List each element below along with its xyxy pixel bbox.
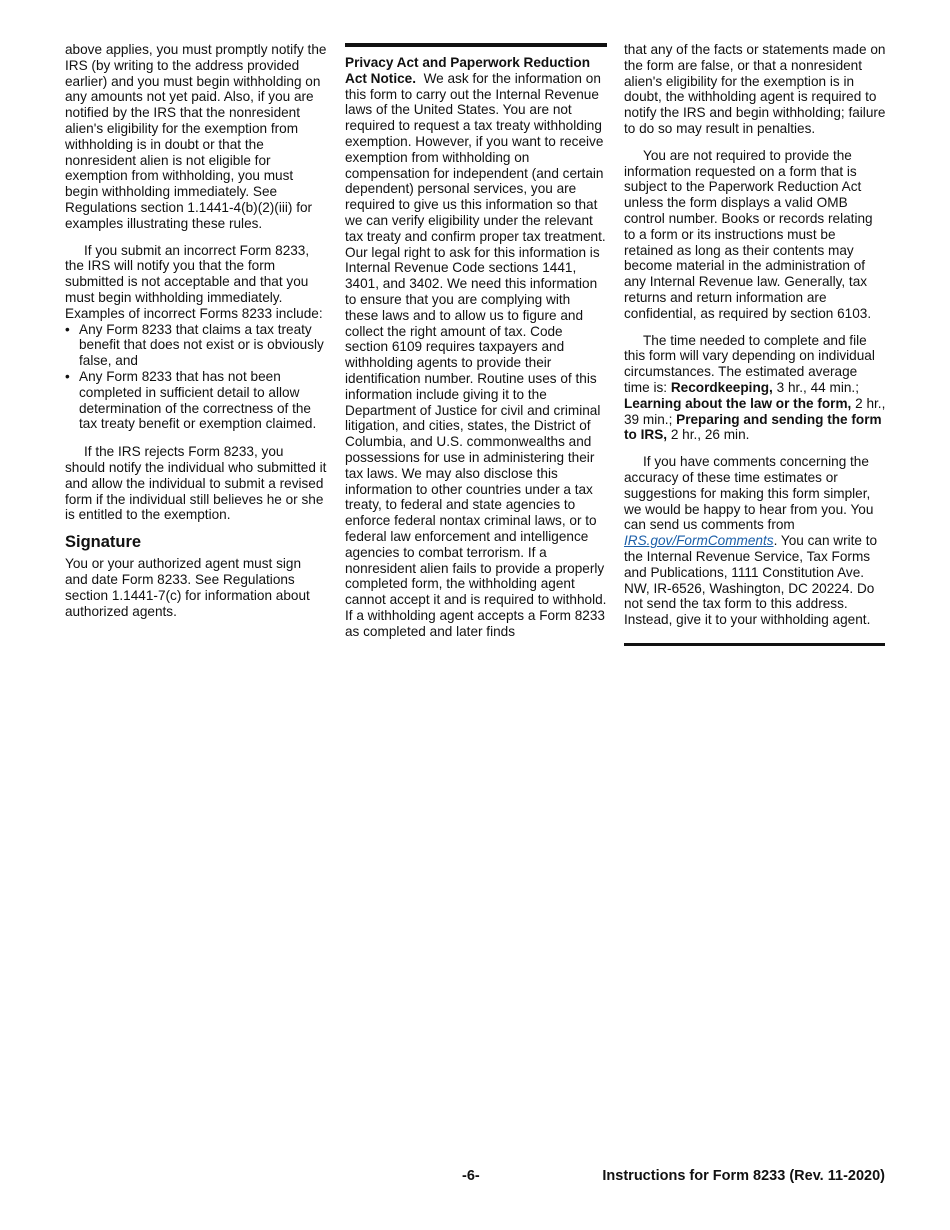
paragraph-withholding-notice: above applies, you must promptly notify the IRS (by writing to the address provided earlier) and you must begin withholding on any amounts not yet paid. Also, if you are notified by the IRS that the nonresident alien's eligibility for the exemption from withholding is in doubt or that the nonresident alien is not eligible for exemption from withholding, you must begin withholding immediately. See Regulations section 1.1441-4(b)(2)(iii) for examples illustrating these rules. — [65, 42, 327, 231]
list-item — [65, 322, 327, 369]
bullet-icon: • — [65, 321, 70, 337]
paragraph-privacy-act — [345, 55, 607, 639]
paragraph-time-estimates: The time needed to complete and file this form will vary depending on individual circumstances. The estimated average time is: Recordkeeping, 3 hr., 44 min.; Learning about the law or the form, 2 hr., 39 min.; Preparing and sending the form to IRS, 2 hr., 26 min. — [624, 332, 886, 443]
paragraph-comments: If you have comments concerning the accuracy of these time estimates or suggestions for making this form simpler, we would be happy to hear from you. You can send us comments from IRS.gov/FormComments. You can write to the Internal Revenue Service, Tax Forms and Publications, 1111 Constitution Ave. NW, IR-6526, Washington, DC 20224. Do not send the tax form to this address. Instead, give it to your withholding agent. — [624, 454, 878, 628]
column-left — [65, 42, 327, 619]
paragraph-incorrect-form: If you submit an incorrect Form 8233, the IRS will notify you that the form submitted is not acceptable and that you must begin withholding immediately. Examples of incorrect Forms 8233 include: — [65, 242, 323, 321]
bullet-icon: • — [65, 368, 70, 384]
paragraph-false-statements: that any of the facts or statements made on the form are false, or that a nonresident alien's eligibility for the exemption is in doubt, the withholding agent is required to notify the IRS and begin withholding; failure to do so may result in penalties. — [624, 42, 886, 136]
preparing-time: 2 hr., 26 min. — [670, 427, 750, 443]
section-heading-signature: Signature — [65, 533, 142, 552]
paragraph-paperwork-reduction: You are not required to provide the information requested on a form that is subject to the Paperwork Reduction Act unless the form displays a valid OMB control number. Books or records relating to a form or its instructions must be retained as long as their contents may become material in the administration of any Internal Revenue law. Generally, tax returns and return information are confidential, as required by section 6103. — [624, 147, 873, 321]
paragraph-signature: You or your authorized agent must sign and date Form 8233. See Regulations section 1.1441-7(c) for information about authorized agents. — [65, 556, 310, 619]
learning-time: 2 hr., 39 min.; — [624, 395, 886, 427]
form-comments-link[interactable]: IRS.gov/FormComments — [624, 533, 774, 549]
preparing-label: Preparing and sending the form to IRS, — [624, 411, 882, 443]
column-middle — [345, 42, 607, 639]
section-end-rule — [624, 643, 885, 646]
recordkeeping-label: Recordkeeping, — [670, 379, 773, 395]
learning-label: Learning about the law or the form, — [624, 395, 852, 411]
paragraph-irs-rejects: If the IRS rejects Form 8233, you should notify the individual who submitted it and allow the individual to submit a revised form if the individual still believes he or she is entitled to the exemption. — [65, 444, 327, 523]
list-item — [65, 369, 327, 432]
privacy-act-heading: Privacy Act and Paperwork Reduction Act Notice. — [345, 55, 591, 86]
privacy-act-section — [345, 43, 607, 639]
list-item-text: Any Form 8233 that claims a tax treaty benefit that does not exist or is obviously false, and — [79, 321, 324, 369]
recordkeeping-time: 3 hr., 44 min.; — [776, 379, 859, 395]
page-number: -6- — [462, 1168, 480, 1184]
privacy-act-body: We ask for the information on this form to carry out the Internal Revenue laws of the United States. You are not required to request a tax treaty withholding exemption. However, if you want to receive exemption from withholding on compensation for independent (and certain dependent) personal services, you are required to give us this information so that we can verify eligibility under the relevant tax treaty and confirm proper tax treatment. Our legal right to ask for this information is Internal Revenue Code sections 1441, 3401, and 3402. We need this information to ensure that you are complying with these laws and to allow us to figure and collect the right amount of tax. Code section 6109 requires taxpayers and withholding agents to provide their identification number. Routine uses of this information include giving it to the Department of Justice for civil and criminal litigation, and cities, states, the District of Columbia, and U.S. commonwealths and possessions for use in administering their tax laws. We may also disclose this information to other countries under a tax treaty, to federal and state agencies to enforce federal nontax criminal laws, or to federal law enforcement and intelligence agencies to combat terrorism. If a nonresident alien fails to provide a properly completed form, the withholding agent cannot accept it and is required to withhold. If a withholding agent accepts a Form 8233 as completed and later finds — [345, 70, 607, 639]
column-right — [624, 42, 886, 628]
footer-title: Instructions for Form 8233 (Rev. 11-2020) — [602, 1168, 885, 1184]
list-item-text: Any Form 8233 that has not been completed in sufficient detail to allow determination of the correctness of the tax treaty benefit or exemption claimed. — [79, 368, 317, 432]
